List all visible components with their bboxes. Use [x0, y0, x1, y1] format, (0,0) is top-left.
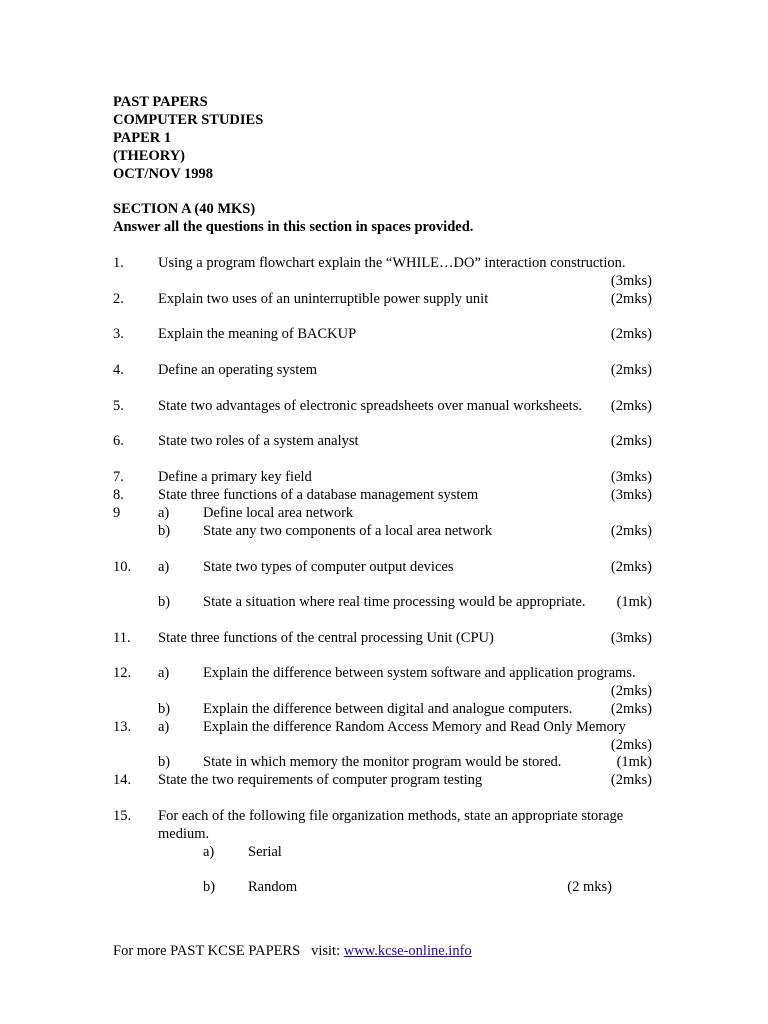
question-number: 4. — [113, 362, 124, 378]
question-marks: (2mks) — [610, 683, 652, 699]
subquestion-label: a) — [158, 559, 170, 575]
question-text: State three functions of a database management system — [158, 487, 479, 503]
question-marks: (2mks) — [610, 433, 652, 449]
question-marks: (2 mks) — [567, 879, 612, 895]
question-number: 11. — [113, 630, 131, 646]
question-text: State the two requirements of computer program testing — [158, 772, 483, 788]
section-instruction: Answer all the questions in this section in spaces provided. — [113, 219, 474, 235]
question-marks: (1mk) — [616, 754, 652, 770]
question-marks: (3mks) — [610, 273, 652, 289]
subquestion-label: b) — [203, 879, 216, 895]
question-marks: (2mks) — [610, 559, 652, 575]
question-number: 13. — [113, 719, 132, 735]
question-number: 10. — [113, 559, 132, 575]
header-theory: (THEORY) — [113, 148, 185, 164]
subquestion-text: State any two components of a local area network — [203, 523, 493, 539]
question-marks: (2mks) — [610, 737, 652, 753]
subquestion-text: State two types of computer output devices — [203, 559, 454, 575]
question-marks: (2mks) — [610, 291, 652, 307]
question-number: 14. — [113, 772, 132, 788]
question-marks: (2mks) — [610, 523, 652, 539]
header-paper: PAPER 1 — [113, 130, 172, 146]
footer-text: For more PAST KCSE PAPERS visit: — [113, 943, 344, 959]
question-marks: (2mks) — [610, 398, 652, 414]
question-text: Explain the meaning of BACKUP — [158, 326, 357, 342]
question-marks: (3mks) — [610, 487, 652, 503]
subquestion-label: a) — [203, 844, 215, 860]
header-past-papers: PAST PAPERS — [113, 94, 208, 110]
subquestion-label: b) — [158, 754, 171, 770]
question-marks: (2mks) — [610, 326, 652, 342]
footer — [113, 942, 472, 960]
header-date: OCT/NOV 1998 — [113, 166, 214, 182]
question-number: 7. — [113, 469, 124, 485]
header-subject: COMPUTER STUDIES — [113, 112, 264, 128]
question-text: Explain two uses of an uninterruptible power supply unit — [158, 291, 489, 307]
subquestion-label: a) — [158, 719, 170, 735]
question-number: 5. — [113, 398, 124, 414]
question-number: 8. — [113, 487, 124, 503]
subquestion-text: Explain the difference between digital and analogue computers. — [203, 701, 573, 717]
question-marks: (2mks) — [610, 772, 652, 788]
question-marks: (2mks) — [610, 701, 652, 717]
subquestion-label: b) — [158, 523, 171, 539]
subquestion-text: Explain the difference between system software and application programs. — [203, 665, 636, 681]
subquestion-text: Define local area network — [203, 505, 354, 521]
subquestion-text: State a situation where real time processing would be appropriate. — [203, 594, 586, 610]
question-text: State two advantages of electronic spreadsheets over manual worksheets. — [158, 398, 582, 414]
question-marks: (3mks) — [610, 469, 652, 485]
question-text-continued: medium. — [158, 826, 210, 842]
question-text: State two roles of a system analyst — [158, 433, 359, 449]
question-number: 9 — [113, 505, 121, 521]
subquestion-text: Explain the difference Random Access Memory and Read Only Memory — [203, 719, 626, 735]
question-text: Define a primary key field — [158, 469, 312, 485]
question-number: 3. — [113, 326, 124, 342]
subquestion-label: b) — [158, 701, 171, 717]
subquestion-text: State in which memory the monitor program would be stored. — [203, 754, 562, 770]
subquestion-text: Random — [248, 879, 298, 895]
question-number: 12. — [113, 665, 132, 681]
subquestion-label: b) — [158, 594, 171, 610]
question-marks: (1mk) — [616, 594, 652, 610]
question-number: 15. — [113, 808, 132, 824]
question-marks: (3mks) — [610, 630, 652, 646]
question-number: 1. — [113, 255, 124, 271]
question-number: 6. — [113, 433, 124, 449]
subquestion-text: Serial — [248, 844, 282, 860]
section-title: SECTION A (40 MKS) — [113, 201, 256, 217]
question-marks: (2mks) — [610, 362, 652, 378]
question-number: 2. — [113, 291, 124, 307]
subquestion-label: a) — [158, 665, 170, 681]
question-text: For each of the following file organization methods, state an appropriate storage — [158, 808, 624, 824]
question-text: Using a program flowchart explain the “WHILE…DO” interaction construction. — [158, 255, 626, 271]
subquestion-label: a) — [158, 505, 170, 521]
footer-website-link[interactable]: www.kcse-online.info — [343, 943, 472, 959]
question-text: Define an operating system — [158, 362, 318, 378]
question-text: State three functions of the central processing Unit (CPU) — [158, 630, 494, 646]
